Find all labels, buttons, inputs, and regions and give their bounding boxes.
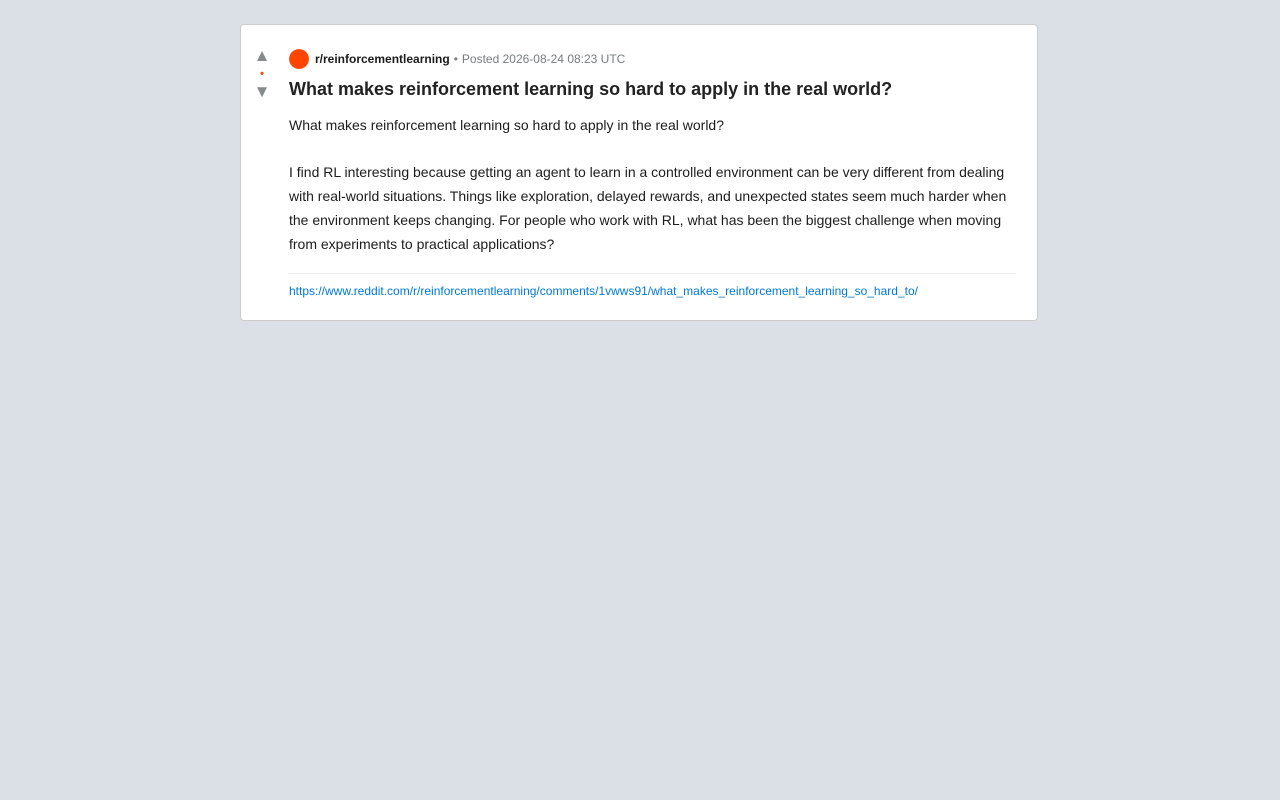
post-card	[240, 24, 1038, 321]
subreddit-avatar-icon[interactable]	[289, 49, 309, 69]
divider	[289, 273, 1016, 274]
post-body-paragraph: I find RL interesting because getting an agent to learn in a controlled environment can be very different from dealing with real-world situations. Things like exploration, delayed rewards, and unexpected states seem much harder when the environment keeps changing. For people who work with RL, what has been the biggest challenge when moving from experiments to practical applications?	[289, 164, 1007, 252]
meta-separator: •	[453, 52, 458, 66]
vote-score: •	[260, 68, 264, 80]
post-title[interactable]: What makes reinforcement learning so hard to apply in the real world?	[289, 79, 893, 99]
downvote-arrow-icon[interactable]: ▼	[253, 82, 271, 101]
post-url-link[interactable]: https://www.reddit.com/r/reinforcementlearning/comments/1vwws91/what_makes_reinforcement_learning_so_hard_to/	[289, 284, 918, 299]
post-body-paragraph: What makes reinforcement learning so hard to apply in the real world?	[289, 117, 724, 133]
post-content	[289, 49, 1016, 298]
upvote-arrow-icon[interactable]: ▲	[253, 46, 271, 65]
subreddit-link[interactable]: r/reinforcementlearning	[315, 52, 450, 66]
post-meta	[289, 49, 1016, 69]
post-timestamp: Posted 2026-08-24 08:23 UTC	[461, 52, 626, 66]
vote-column	[241, 47, 283, 101]
post-body	[289, 114, 1016, 256]
